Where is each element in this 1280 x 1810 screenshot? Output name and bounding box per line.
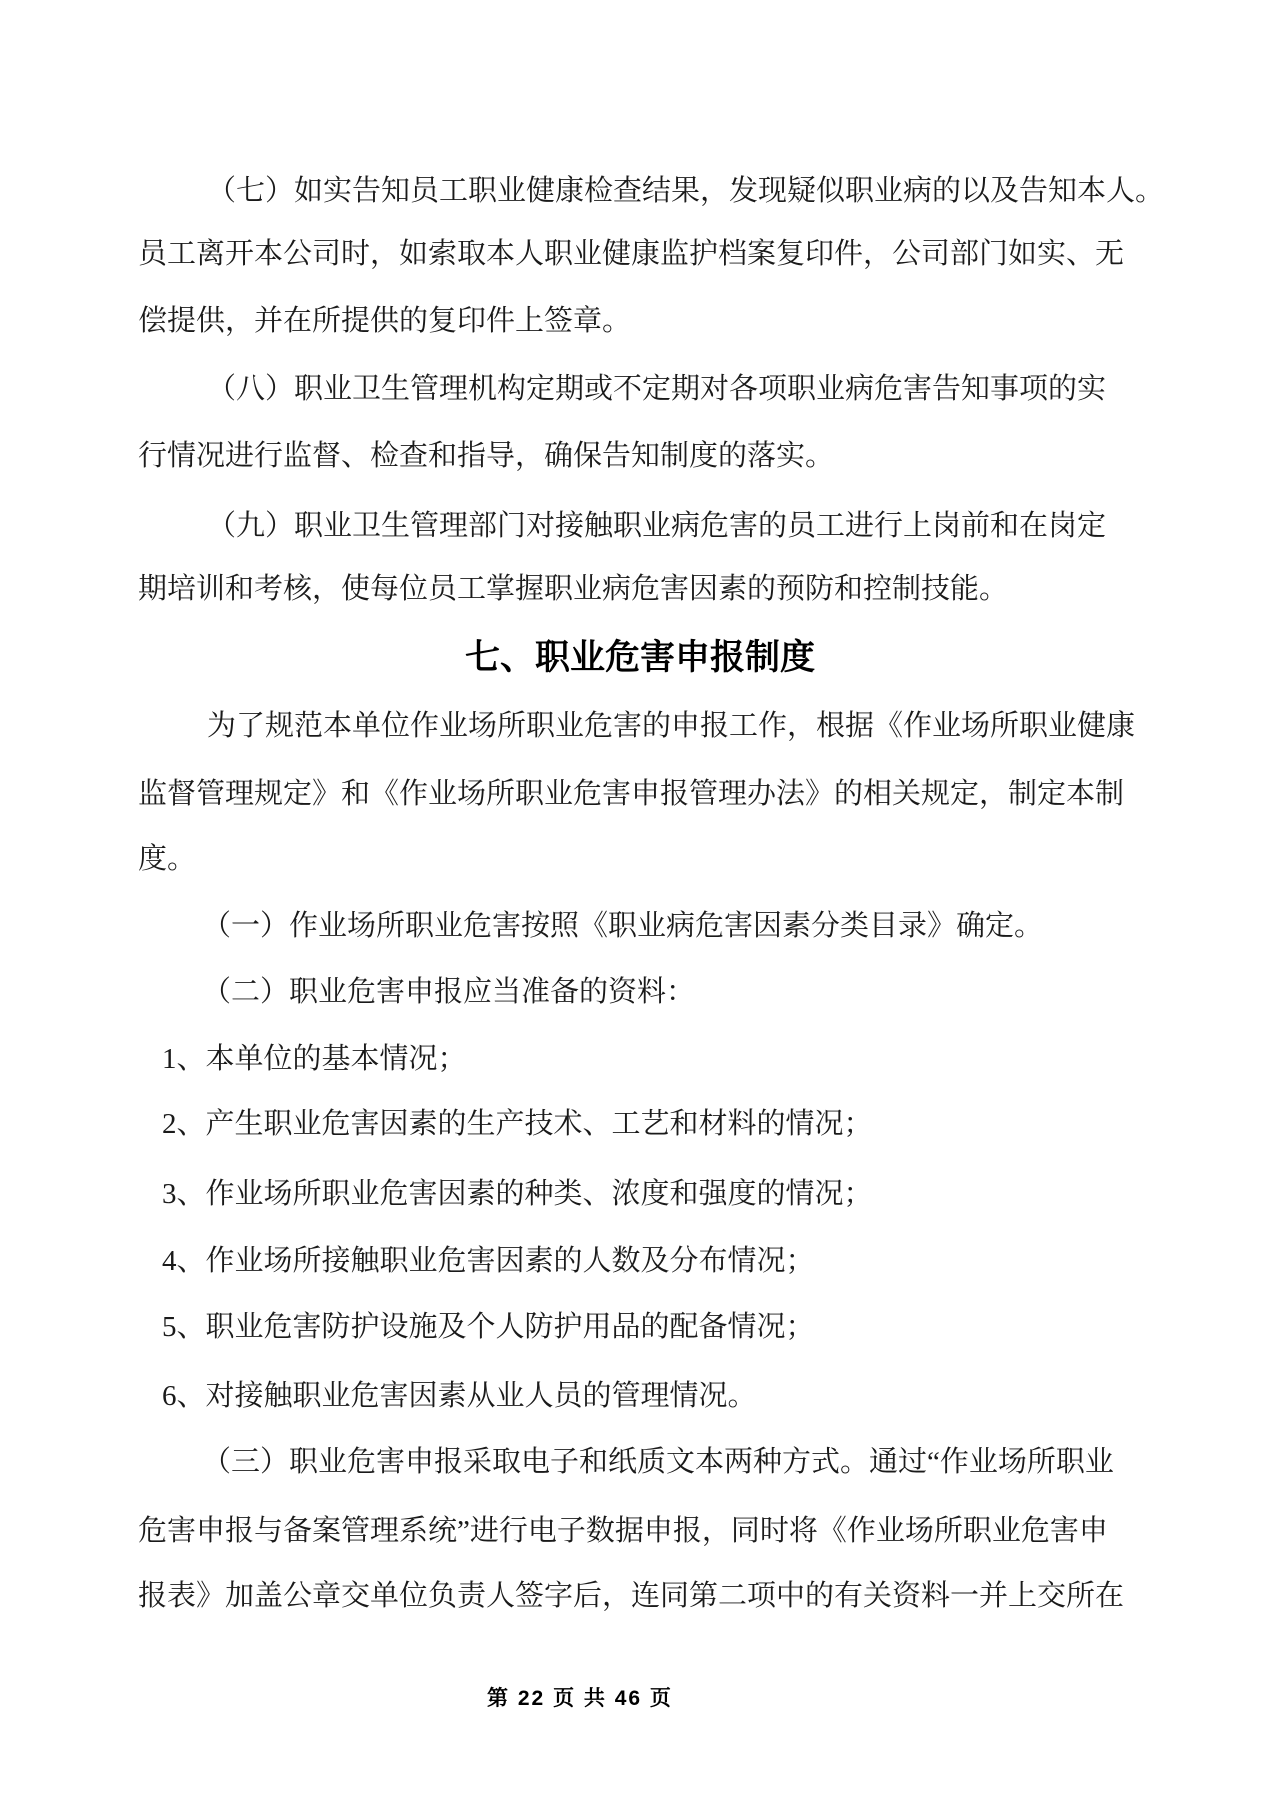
paragraph-line: （三）职业危害申报采取电子和纸质文本两种方式。通过“作业场所职业 (202, 1446, 1114, 1478)
section-heading: 七、职业危害申报制度 (464, 638, 815, 677)
paragraph-line: 为了规范本单位作业场所职业危害的申报工作，根据《作业场所职业健康 (207, 710, 1136, 742)
paragraph-line: （二）职业危害申报应当准备的资料： (202, 976, 696, 1008)
paragraph-line: 报表》加盖公章交单位负责人签字后，连同第二项中的有关资料一并上交所在 (138, 1580, 1125, 1612)
paragraph-line: （八）职业卫生管理机构定期或不定期对各项职业病危害告知事项的实 (207, 373, 1107, 405)
list-item: 5、职业危害防护设施及个人防护用品的配备情况； (162, 1311, 815, 1343)
page-footer: 第 22 页 共 46 页 (487, 1687, 673, 1710)
list-item: 3、作业场所职业危害因素的种类、浓度和强度的情况； (162, 1178, 873, 1210)
paragraph-line: （一）作业场所职业危害按照《职业病危害因素分类目录》确定。 (202, 910, 1044, 942)
paragraph-line: 监督管理规定》和《作业场所职业危害申报管理办法》的相关规定，制定本制 (138, 778, 1125, 810)
list-item: 1、本单位的基本情况； (162, 1043, 467, 1075)
paragraph-line: 偿提供，并在所提供的复印件上签章。 (138, 305, 632, 337)
paragraph-line: （七）如实告知员工职业健康检查结果，发现疑似职业病的以及告知本人。 (207, 175, 1165, 207)
list-item: 6、对接触职业危害因素从业人员的管理情况。 (162, 1380, 757, 1412)
paragraph-line: 员工离开本公司时，如索取本人职业健康监护档案复印件，公司部门如实、无 (138, 238, 1125, 270)
paragraph-line: 期培训和考核，使每位员工掌握职业病危害因素的预防和控制技能。 (138, 573, 1009, 605)
paragraph-line: 度。 (138, 843, 197, 875)
paragraph-line: （九）职业卫生管理部门对接触职业病危害的员工进行上岗前和在岗定 (207, 510, 1107, 542)
paragraph-line: 行情况进行监督、检查和指导，确保告知制度的落实。 (138, 440, 835, 472)
paragraph-line: 危害申报与备案管理系统”进行电子数据申报，同时将《作业场所职业危害申 (138, 1515, 1108, 1547)
list-item: 4、作业场所接触职业危害因素的人数及分布情况； (162, 1245, 815, 1277)
list-item: 2、产生职业危害因素的生产技术、工艺和材料的情况； (162, 1108, 873, 1140)
